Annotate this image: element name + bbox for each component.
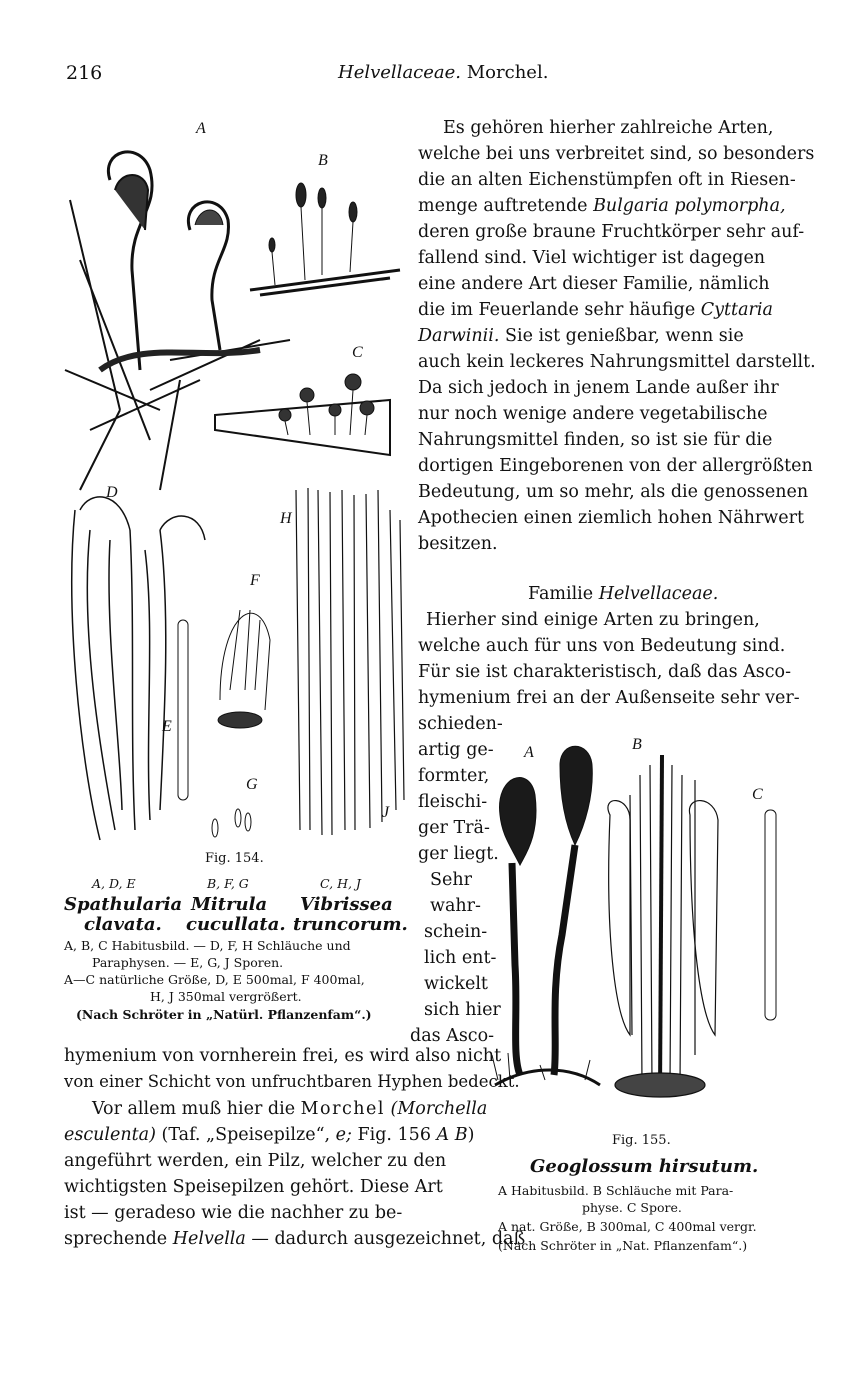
fig155-label-a: A xyxy=(524,744,534,761)
spore-chain xyxy=(178,620,188,800)
text-line: das Asco- xyxy=(410,1026,495,1046)
text-line: eine andere Art dieser Familie, nämlich xyxy=(418,274,770,294)
spores-g xyxy=(212,809,251,837)
text-line: besitzen. xyxy=(418,534,498,554)
text-line: nur noch wenige andere vegetabilische xyxy=(418,404,768,424)
spathularia-asci xyxy=(72,497,205,840)
fig154-label-b: B xyxy=(318,152,328,169)
text-line: wahr- xyxy=(430,896,481,916)
page-number: 216 xyxy=(66,62,103,84)
text-line: die an alten Eichenstümpfen oft in Riesen- xyxy=(418,170,796,190)
text-line: Nahrungsmittel finden, so ist sie für die xyxy=(418,430,773,450)
species-clavata: clavata. xyxy=(84,914,162,935)
mitrula-habit xyxy=(250,183,400,295)
fig154-label-f: F xyxy=(250,572,260,589)
text-line: ger Trä- xyxy=(418,818,490,838)
text-line: menge auftretende Bulgaria polymorpha, xyxy=(418,196,786,216)
text-line: sich hier xyxy=(424,1000,501,1020)
fig154-label-g: G xyxy=(246,776,258,793)
fig154-source: (Nach Schröter in „Natürl. Pflanzenfam“.) xyxy=(76,1007,372,1022)
fig155-source: (Nach Schröter in „Nat. Pflanzenfam“.) xyxy=(498,1238,748,1253)
text-line: sprechende Helvella — dadurch ausgezeichnet, daß xyxy=(64,1229,526,1249)
fig154-illustration xyxy=(60,110,460,850)
text-line: wichtigsten Speisepilzen gehört. Diese Art xyxy=(64,1177,443,1197)
text-line: Vor allem muß hier die Morchel (Morchella xyxy=(92,1099,488,1119)
fig154-label-a: A xyxy=(196,120,206,137)
fig154-caption-4: H, J 350mal vergrößert. xyxy=(150,989,302,1004)
fig155-caption-2: physe. C Spore. xyxy=(582,1200,682,1215)
text-line: lich ent- xyxy=(424,948,497,968)
spathularia-habit xyxy=(65,152,290,490)
running-head-topic: Morchel. xyxy=(466,62,549,83)
fig155-caption-1: A Habitusbild. B Schläuche mit Para- xyxy=(498,1183,734,1198)
text-line: angeführt werden, ein Pilz, welcher zu den xyxy=(64,1151,447,1171)
text-line: formter, xyxy=(418,766,490,786)
text-line: deren große braune Fruchtkörper sehr auf- xyxy=(418,222,805,242)
text-line: die im Feuerlande sehr häufige Cyttaria xyxy=(418,300,773,320)
running-head-family: Helvellaceae. xyxy=(338,62,462,83)
text-line: Sehr xyxy=(430,870,472,890)
fig154-caption-2: Paraphysen. — E, G, J Sporen. xyxy=(92,955,284,970)
text-line: dortigen Eingeborenen von der allergrößten xyxy=(418,456,813,476)
species-cucullata: cucullata. xyxy=(186,914,286,935)
text-line: Darwinii. Sie ist genießbar, wenn sie xyxy=(418,326,744,346)
text-line: fallend sind. Viel wichtiger ist dagegen xyxy=(418,248,766,268)
text-line: ist — geradeso wie die nachher zu be- xyxy=(64,1203,403,1223)
text-line: esculenta) (Taf. „Speisepilze“, e; Fig. 156 A B) xyxy=(64,1125,475,1145)
fig155-number: Fig. 155. xyxy=(612,1133,671,1148)
text-line: schieden- xyxy=(418,714,503,734)
text-line: fleischi- xyxy=(418,792,488,812)
fig154-group1-letters: A, D, E xyxy=(92,876,136,891)
species-geoglossum: Geoglossum hirsutum. xyxy=(530,1156,759,1177)
vibrissea-asci xyxy=(296,488,404,835)
running-head xyxy=(338,62,548,83)
text-line: Es gehören hierher zahlreiche Arten, xyxy=(443,118,774,138)
fig154-caption-1: A, B, C Habitusbild. — D, F, H Schläuche und xyxy=(64,938,351,953)
fig154-group2-letters: B, F, G xyxy=(207,876,249,891)
species-mitrula: Mitrula xyxy=(191,894,268,915)
text-line: welche bei uns verbreitet sind, so besonders xyxy=(418,144,815,164)
fig154-label-j: J xyxy=(382,804,390,821)
text-line: welche auch für uns von Bedeutung sind. xyxy=(418,636,786,656)
text-line: von einer Schicht von unfruchtbaren Hyphen bedeckt. xyxy=(64,1072,520,1091)
fig154-number: Fig. 154. xyxy=(205,851,264,866)
fig154-group3-letters: C, H, J xyxy=(320,876,361,891)
text-line: hymenium von vornherein frei, es wird also nicht xyxy=(64,1046,502,1066)
fig154-label-h: H xyxy=(280,510,292,527)
text-line: Hierher sind einige Arten zu bringen, xyxy=(426,610,760,630)
fig155-caption-3: A nat. Größe, B 300mal, C 400mal vergr. xyxy=(498,1219,757,1234)
fig154-label-e: E xyxy=(162,718,172,735)
fig155-label-c: C xyxy=(752,786,763,803)
geoglossum-spore xyxy=(765,810,776,1020)
geoglossum-habit xyxy=(492,746,600,1085)
geoglossum-asci xyxy=(608,755,718,1097)
text-line: auch kein leckeres Nahrungsmittel darstellt. xyxy=(418,352,816,372)
text-line: Bedeutung, um so mehr, als die genossenen xyxy=(418,482,809,502)
text-line: schein- xyxy=(424,922,488,942)
text-line: ger liegt. xyxy=(418,844,499,864)
species-vibrissea: Vibrissea xyxy=(300,894,393,915)
fig155-illustration xyxy=(490,735,790,1115)
text-line: wickelt xyxy=(424,974,488,994)
text-line: Da sich jedoch in jenem Lande außer ihr xyxy=(418,378,779,398)
text-line: Apothecien einen ziemlich hohen Nährwert xyxy=(418,508,805,528)
vibrissea-habit xyxy=(215,374,390,455)
fig154-caption-3: A—C natürliche Größe, D, E 500mal, F 400mal, xyxy=(64,972,365,987)
mitrula-asci xyxy=(218,610,270,728)
text-line: artig ge- xyxy=(418,740,494,760)
fig154-label-d: D xyxy=(106,484,118,501)
fig155-label-b: B xyxy=(632,736,642,753)
section-heading: Familie Helvellaceae. xyxy=(528,584,719,604)
text-line: hymenium frei an der Außenseite sehr ver- xyxy=(418,688,800,708)
fig154-label-c: C xyxy=(352,344,363,361)
species-spathularia: Spathularia xyxy=(64,894,183,915)
text-line: Für sie ist charakteristisch, daß das Asco- xyxy=(418,662,791,682)
species-truncorum: truncorum. xyxy=(293,914,408,935)
